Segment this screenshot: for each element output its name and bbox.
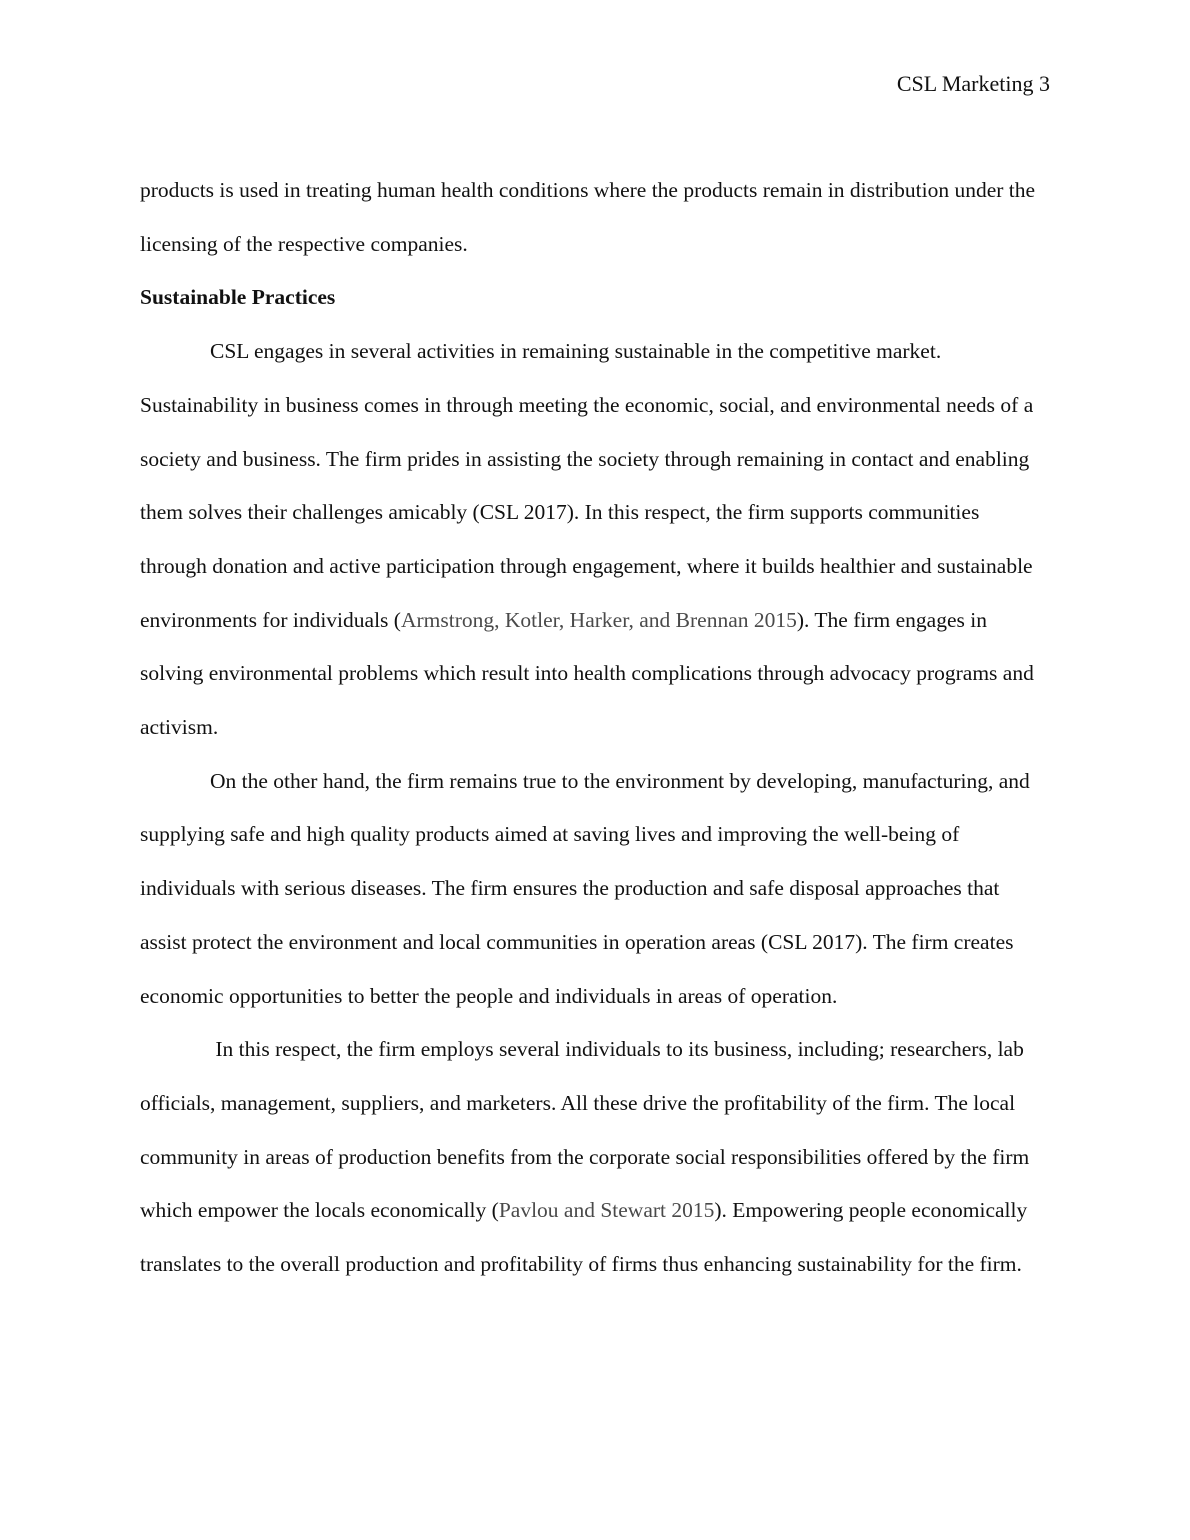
document-body [140, 164, 1050, 1292]
paragraph-environment: On the other hand, the firm remains true to the environment by developing, manufacturing, and supplying safe and high quality products aimed at saving lives and improving the well-being of individuals with serious diseases. The firm ensures the production and safe disposal approaches that assist protect the environment and local communities in operation areas (CSL 2017). The firm creates economic opportunities to better the people and individuals in areas of operation. [140, 768, 1030, 1008]
paragraph-sustainability [140, 325, 1050, 755]
paragraph-text: ). Empowering people economically translates to the overall production and profitability of firms thus enhancing sustainability for the firm. [140, 1198, 1028, 1277]
citation: Pavlou and Stewart 2015 [498, 1198, 715, 1223]
paragraph-text: In this respect, the firm employs several individuals to its business, including; researchers, lab officials, management, suppliers, and marketers. All these drive the profitability of the firm. The local community in areas of production benefits from the corporate social responsibilities offered by the firm which empower the locals economically ( [140, 1037, 1035, 1223]
paragraph-text: CSL engages in several activities in remaining sustainable in the competitive market. Sustainability in business comes in through meeting the economic, social, and environmental needs of a society and business. The firm prides in assisting the society through remaining in contact and enabling them solves their challenges amicably (CSL 2017). In this respect, the firm supports communities through donation and active participation through engagement, where it builds healthier and sustainable environments for individuals ( [140, 339, 1034, 632]
paragraph-continuation: products is used in treating human health conditions where the products remain in distribution under the licensing of the respective companies. [140, 178, 1036, 256]
paragraph-employment [140, 1023, 1050, 1292]
section-heading: Sustainable Practices [140, 285, 336, 310]
paragraph-text: ). The firm engages in solving environmental problems which result into health complications through advocacy programs and activism. [140, 607, 1034, 740]
running-head: CSL Marketing 3 [896, 71, 1050, 96]
citation: Armstrong, Kotler, Harker, and Brennan 2015 [400, 607, 797, 632]
